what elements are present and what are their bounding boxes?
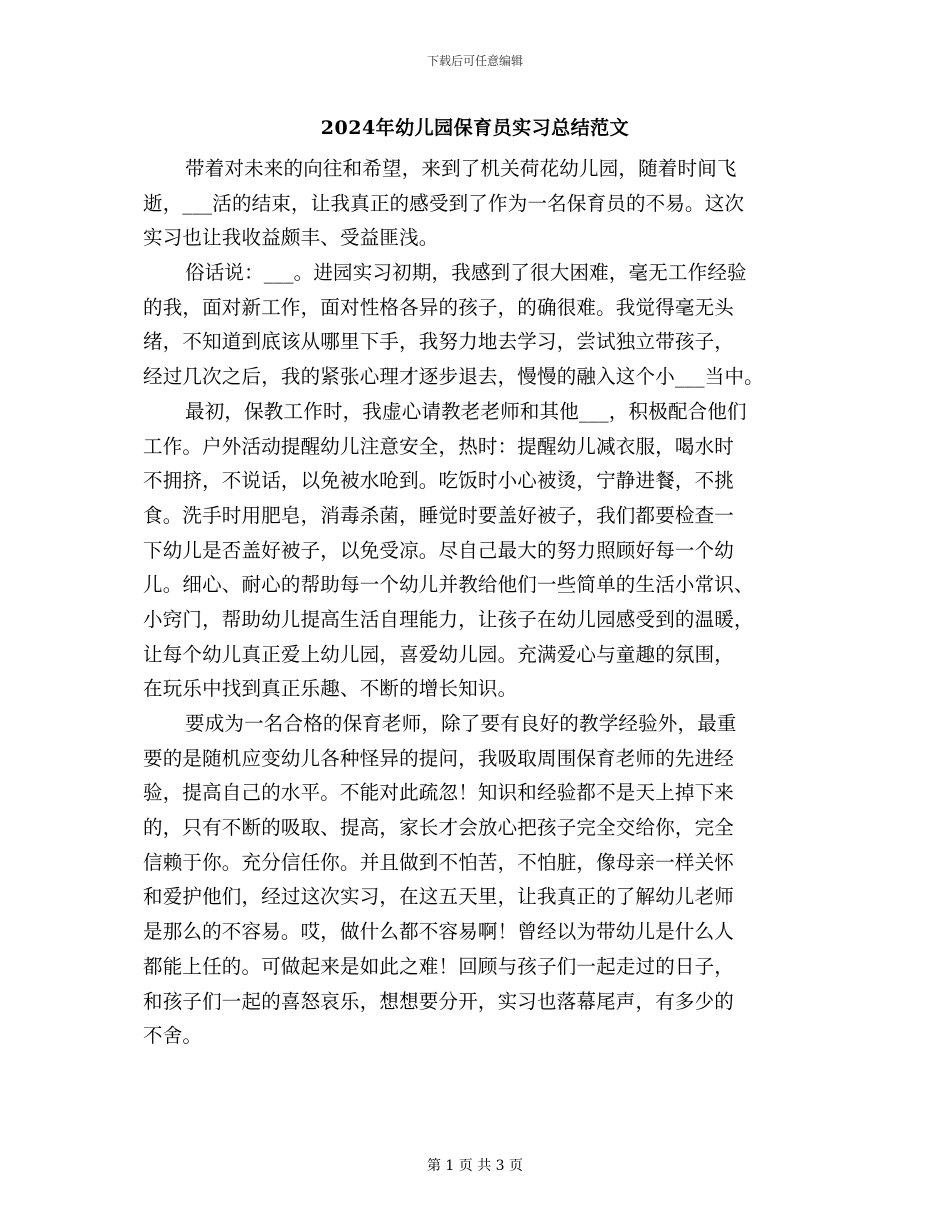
text-line: 不舍。 — [143, 1024, 203, 1048]
page-number-footer: 第 1 页 共 3 页 — [426, 1158, 524, 1174]
text-line: 验，提高自己的水平。不能对此疏忽！知识和经验都不是天上掉下来 — [143, 781, 735, 805]
text-line: 儿。细心、耐心的帮助每一个幼儿并教给他们一些简单的生活小常识、 — [143, 573, 754, 597]
text-line: 小窍门，帮助幼儿提高生活自理能力，让孩子在幼儿园感受到的温暖， — [143, 607, 754, 631]
text-line: 食。洗手时用肥皂，消毒杀菌，睡觉时要盖好被子，我们都要检查一 — [143, 503, 735, 527]
text-line: 和爱护他们，经过这次实习，在这五天里，让我真正的了解幼儿老师 — [143, 885, 735, 909]
text-line: 要的是随机应变幼儿各种怪异的提问，我吸取周围保育老师的先进经 — [143, 746, 735, 770]
text-line: 和孩子们一起的喜怒哀乐，想想要分开，实习也落幕尾声，有多少的 — [143, 989, 735, 1013]
text-line: 在玩乐中找到真正乐趣、不断的增长知识。 — [143, 677, 518, 701]
text-line: 俗话说：___。进园实习初期，我感到了很大困难，毫无工作经验 — [185, 261, 747, 285]
text-line: 的我，面对新工作，面对性格各异的孩子，的确很难。我觉得毫无头 — [143, 295, 735, 319]
document-body — [143, 152, 823, 1054]
text-line: 实习也让我收益颇丰、受益匪浅。 — [143, 226, 439, 250]
page-header-note: 下载后可任意编辑 — [426, 54, 523, 68]
text-line: 要成为一名合格的保育老师，除了要有良好的教学经验外，最重 — [185, 712, 737, 735]
document-title: 2024年幼儿园保育员实习总结范文 — [320, 117, 630, 139]
text-line: 逝，___活的结束，让我真正的感受到了作为一名保育员的不易。这次 — [143, 191, 745, 215]
text-line: 带着对未来的向往和希望，来到了机关荷花幼儿园，随着时间飞 — [185, 157, 737, 180]
text-line: 的，只有不断的吸取、提高，家长才会放心把孩子完全交给你，完全 — [143, 816, 735, 840]
text-line: 最初，保教工作时，我虚心请教老老师和其他___，积极配合他们 — [185, 399, 747, 423]
text-line: 都能上任的。可做起来是如此之难！回顾与孩子们一起走过的日子， — [143, 954, 735, 978]
text-line: 信赖于你。充分信任你。并且做到不怕苦，不怕脏，像母亲一样关怀 — [143, 850, 735, 874]
text-line: 不拥挤，不说话，以免被水呛到。吃饭时小心被烫，宁静进餐，不挑 — [143, 469, 735, 493]
text-line: 绪，不知道到底该从哪里下手，我努力地去学习，尝试独立带孩子， — [143, 330, 735, 354]
text-line: 下幼儿是否盖好被子，以免受凉。尽自己最大的努力照顾好每一个幼 — [143, 538, 735, 562]
text-line: 工作。户外活动提醒幼儿注意安全，热时：提醒幼儿减衣服，喝水时 — [143, 434, 735, 458]
text-line: 经过几次之后，我的紧张心理才逐步退去，慢慢的融入这个小___当中。 — [143, 365, 764, 389]
text-line: 是那么的不容易。哎，做什么都不容易啊！曾经以为带幼儿是什么人 — [143, 920, 735, 944]
text-line: 让每个幼儿真正爱上幼儿园，喜爱幼儿园。充满爱心与童趣的氛围， — [143, 642, 735, 666]
